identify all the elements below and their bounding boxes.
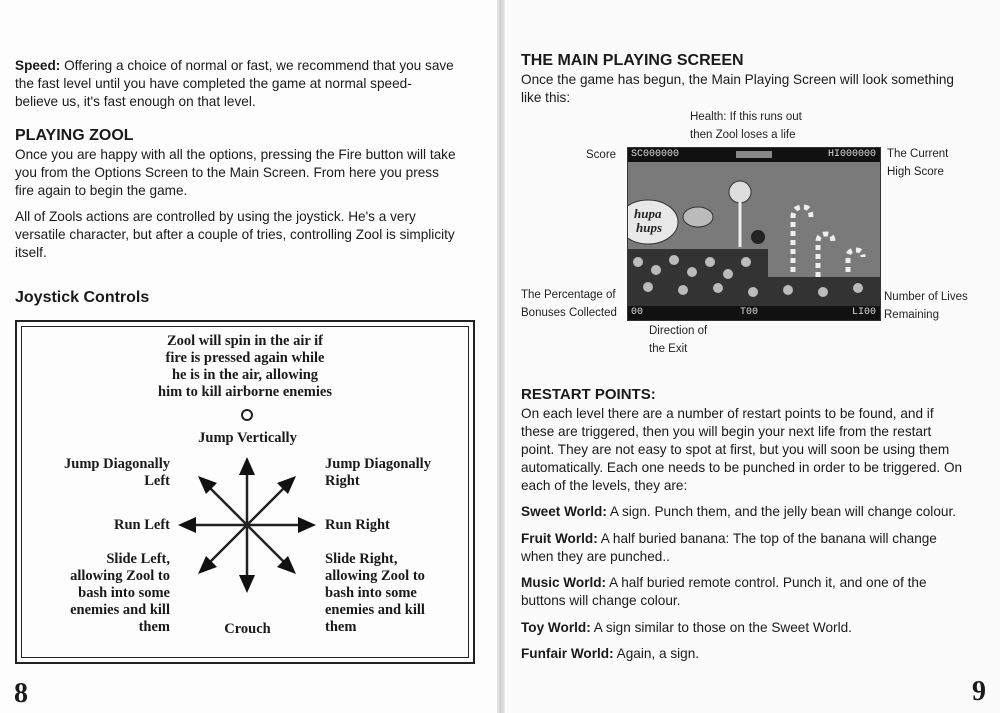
sign-text: hups xyxy=(636,220,663,235)
caption-score: Score xyxy=(586,149,617,161)
label-crouch: Crouch xyxy=(224,621,271,637)
game-screenshot xyxy=(627,147,881,321)
text-line: allowing Zool to xyxy=(325,568,425,584)
arrow-right-icon xyxy=(298,517,316,533)
text-line: him to kill airborne enemies xyxy=(158,384,332,400)
arrow-up-left-line xyxy=(206,484,247,525)
text-line: itself. xyxy=(15,245,47,260)
text-line: these are triggered, then you will begin your next life from the restart xyxy=(521,424,932,439)
playing-zool-heading: PLAYING ZOOL xyxy=(15,127,134,144)
text-line: bash into some xyxy=(78,585,170,601)
restart-points-paragraph xyxy=(521,405,991,495)
game-scene xyxy=(628,162,880,306)
label-slide-right xyxy=(325,551,475,636)
world-text: A sign similar to those on the Sweet World. xyxy=(593,620,852,635)
label-jump-diagonally-left xyxy=(20,456,170,490)
world-toy xyxy=(521,619,991,637)
text-line: enemies and kill xyxy=(325,602,425,618)
world-text: A half buried remote control. Punch it, and one of the xyxy=(609,575,927,590)
text-line: like this: xyxy=(521,90,571,105)
playing-zool-paragraph-2 xyxy=(15,208,490,262)
world-label: Fruit World: xyxy=(521,531,598,546)
text-line: Bonuses Collected xyxy=(521,307,617,319)
candy-icon xyxy=(683,207,713,227)
caption-health xyxy=(690,108,802,144)
arrow-down-icon xyxy=(239,575,255,593)
caption-high-score xyxy=(887,145,948,181)
label-jump-vertically: Jump Vertically xyxy=(198,430,297,446)
text-line: Jump Diagonally xyxy=(64,456,170,472)
hud-time: T00 xyxy=(740,307,759,318)
speed-line: the fast level until you have completed the game at normal speed- xyxy=(15,76,412,91)
text-line: you from the Options Screen to the Main Screen. From here you press xyxy=(15,165,439,180)
page-number-right: 9 xyxy=(972,676,986,707)
speed-line: Offering a choice of normal or fast, we recommend that you save xyxy=(64,58,454,73)
world-text: A sign. Punch them, and the jelly bean will change colour. xyxy=(609,504,956,519)
world-text: when they are punched.. xyxy=(521,549,670,564)
world-text: buttons will change colour. xyxy=(521,593,681,608)
text-line: them xyxy=(325,619,357,635)
text-line: Once you are happy with all the options, pressing the Fire button will take xyxy=(15,147,456,162)
text-line: automatically. Each one needs to be punched in order to be triggered. On xyxy=(521,460,963,475)
text-line: Once the game has begun, the Main Playing Screen will look something xyxy=(521,72,954,87)
hud-bonus-percent: 00 xyxy=(631,307,644,318)
text-line: Slide Left, xyxy=(106,551,170,567)
spin-description xyxy=(130,333,360,401)
joystick-heading: Joystick Controls xyxy=(15,289,150,306)
text-line: The Percentage of xyxy=(521,289,616,301)
text-line: fire again to begin the game. xyxy=(15,183,188,198)
label-jump-diagonally-right xyxy=(325,456,475,490)
world-label: Funfair World: xyxy=(521,646,614,661)
text-line: the Exit xyxy=(649,343,688,355)
world-sweet xyxy=(521,503,991,521)
speed-paragraph xyxy=(15,57,490,111)
speed-line: believe us, it's fast enough on that level. xyxy=(15,94,256,109)
text-line: versatile character, but after a couple of tries, controlling Zool is simplicity xyxy=(15,227,455,242)
arrow-down-right-line xyxy=(247,525,288,566)
arrow-up-right-line xyxy=(247,484,288,525)
lollipop-icon xyxy=(729,181,751,203)
text-line: he is in the air, allowing xyxy=(171,367,319,383)
text-line: Zool will spin in the air if xyxy=(166,333,324,349)
caption-bonuses xyxy=(521,286,617,322)
top-hud xyxy=(628,148,880,162)
world-text: A half buried banana: The top of the banana will change xyxy=(600,531,937,546)
speed-label: Speed: xyxy=(15,58,61,73)
text-line: Jump Diagonally xyxy=(325,456,431,472)
text-line: Health: If this runs out xyxy=(690,111,802,123)
playing-zool-paragraph-1 xyxy=(15,146,490,200)
text-line: point. They are not easy to spot at first, but you will soon be using them xyxy=(521,442,950,457)
text-line: All of Zools actions are controlled by using the joystick. He's a very xyxy=(15,209,416,224)
caption-exit xyxy=(649,322,707,358)
text-line: Right xyxy=(325,473,360,489)
text-line: fire is pressed again while xyxy=(165,350,325,366)
text-line: On each level there are a number of restart points to be found, and if xyxy=(521,406,934,421)
text-line: bash into some xyxy=(325,585,417,601)
text-line: allowing Zool to xyxy=(70,568,170,584)
world-label: Sweet World: xyxy=(521,504,607,519)
zool-player-icon xyxy=(751,230,765,244)
page-gutter xyxy=(497,0,505,713)
text-line: The Current xyxy=(887,148,949,160)
world-funfair xyxy=(521,645,991,663)
world-label: Toy World: xyxy=(521,620,591,635)
text-line: Number of Lives xyxy=(884,291,968,303)
sign-text: hupa xyxy=(634,206,662,221)
page-number-left: 8 xyxy=(14,678,28,709)
world-text: Again, a sign. xyxy=(616,646,700,661)
label-slide-left xyxy=(20,551,170,636)
text-line: Left xyxy=(144,473,170,489)
world-music xyxy=(521,574,991,610)
text-line: Remaining xyxy=(884,309,939,321)
health-bar xyxy=(736,151,772,158)
hud-hiscore: HI000000 xyxy=(827,149,876,160)
text-line: Direction of xyxy=(649,325,708,337)
main-screen-heading: THE MAIN PLAYING SCREEN xyxy=(521,52,744,69)
text-line: High Score xyxy=(887,166,944,178)
restart-points-heading: RESTART POINTS: xyxy=(521,386,656,403)
label-run-left: Run Left xyxy=(114,517,170,533)
bottom-hud xyxy=(628,306,880,320)
hud-score: SC000000 xyxy=(631,149,680,160)
text-line: enemies and kill xyxy=(70,602,170,618)
label-run-right: Run Right xyxy=(325,517,390,533)
fire-circle-icon xyxy=(242,410,252,420)
text-line: Slide Right, xyxy=(325,551,398,567)
world-label: Music World: xyxy=(521,575,607,590)
text-line: then Zool loses a life xyxy=(690,129,796,141)
caption-lives xyxy=(884,288,968,324)
text-line: each of the levels, they are: xyxy=(521,478,688,493)
arrow-up-icon xyxy=(239,457,255,475)
arrow-down-left-line xyxy=(206,525,247,566)
arrow-left-icon xyxy=(178,517,196,533)
hud-lives: LI00 xyxy=(851,307,876,318)
world-fruit xyxy=(521,530,991,566)
main-screen-intro xyxy=(521,71,991,107)
text-line: them xyxy=(138,619,170,635)
